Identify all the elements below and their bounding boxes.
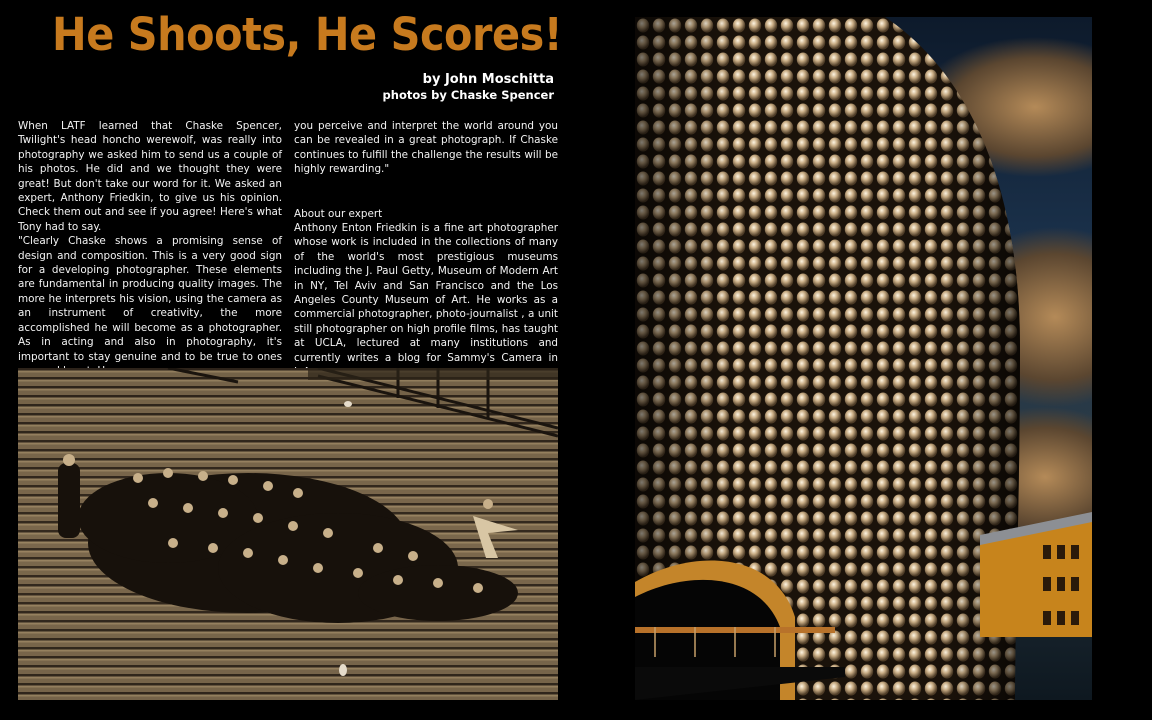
article-column-1 bbox=[18, 119, 282, 378]
steps-crowd-photo bbox=[18, 368, 558, 700]
expert-bio: Anthony Enton Friedkin is a fine art photographer whose work is included in the collections of many of the world's most prestigious museums including the J. Paul Getty, Museum of Modern Art in NY, Tel Aviv and San Francisco and the Los Angeles County Museum of Art. He works as a commercial photographer, photo-journalist , a unit still photographer on high profile films, has taught at UCLA, lectured at many institutions and currently writes a blog for Sammy's Camera in bbox=[294, 222, 558, 364]
author-credit: by John Moschitta bbox=[422, 72, 554, 87]
quote-paragraph: "Clearly Chaske shows a promising sense of design and composition. This is a very good sign for a developing photographer. These elements are fundamental in producing quality images. The more he interprets his vision, using the camera as an instrument of creativity, the more accomplished he will become as a photographer. As in acting and also in photography, it's important to stay genuine and to be true to ones bbox=[18, 235, 282, 363]
byline-block bbox=[383, 72, 554, 103]
intro-paragraph: When LATF learned that Chaske Spencer, Twilight's head honcho werewolf, was really into photography we asked him to send us a couple of his photos. He did and we thought they were great! But don't take our word for it. We asked an expert, Anthony Friedkin, to give us his opinion. Check them out and see if you agree! Here's what Tony had to say. bbox=[18, 120, 282, 233]
headline: He Shoots, He Scores! bbox=[52, 8, 563, 61]
disc-building-photo bbox=[635, 17, 1092, 700]
photo-credit: photos by Chaske Spencer bbox=[382, 88, 554, 102]
quote-continuation: you perceive and interpret the world around you can be revealed in a great photograph. If Chaske continues to fulfill the challenge the results will be highly rewarding." bbox=[294, 120, 558, 176]
article-column-2 bbox=[294, 119, 558, 380]
expert-heading: About our expert bbox=[294, 207, 383, 220]
